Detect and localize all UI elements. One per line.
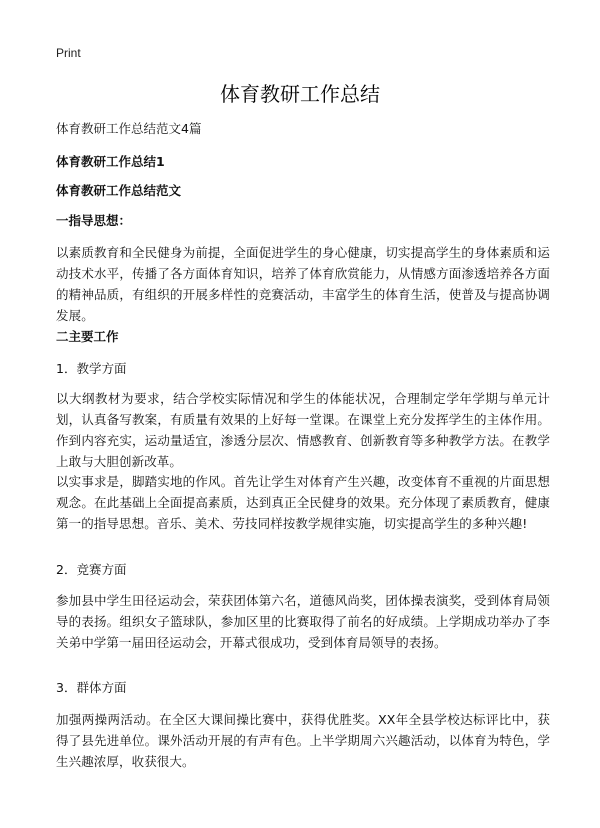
item-3-paragraph: 加强两操两活动。在全区大课间操比赛中，获得优胜奖。XX年全县学校达标评比中，获得了县先进单位。课外活动开展的有声有色。上半学期周六兴趣活动，以体育为特色，学生兴趣浓厚，收获很大。 [56, 712, 550, 769]
page-title: 体育教研工作总结 [220, 82, 380, 106]
item-1-paragraph-1: 以大纲教材为要求，结合学校实际情况和学生的体能状况，合理制定学年学期与单元计划，认真备写教案，有质量有效果的上好每一堂课。在课堂上充分发挥学生的主体作用。作到内容充实，运动量适宜，渗透分层次、情感教育、创新教育等多种教学方法。在教学上敢与大胆创新改革。 [56, 391, 550, 469]
section-1-body: 以素质教育和全民健身为前提，全面促进学生的身心健康，切实提高学生的身体素质和运动技术水平，传播了各方面体育知识，培养了体育欣赏能力，从情感方面渗透培养各方面的精神品质，有组织的开展多样性的竞赛活动，丰富学生的体育生活，使普及与提高协调发展。 [56, 245, 550, 323]
heading-1: 体育教研工作总结1 [56, 154, 165, 169]
item-1-title: 1．教学方面 [56, 361, 127, 376]
item-2-paragraph: 参加县中学生田径运动会，荣获团体第六名，道德风尚奖，团体操表演奖，受到体育局领导的表扬。组织女子篮球队，参加区里的比赛取得了前名的好成绩。上学期成功举办了李关弟中学第一届田径运动会，开幕式很成功，受到体育局领导的表扬。 [56, 593, 550, 650]
item-1-paragraph-2: 以实事求是，脚踏实地的作风。首先让学生对体育产生兴趣，改变体育不重视的片面思想观念。在此基础上全面提高素质，达到真正全民健身的效果。充分体现了素质教育，健康第一的指导思想。音乐、美术、劳技同样按教学规律实施，切实提高学生的多种兴趣! [56, 474, 550, 531]
section-2-title: 二主要工作 [56, 329, 119, 344]
print-link[interactable]: Print [56, 46, 81, 60]
heading-2: 体育教研工作总结范文 [56, 183, 182, 198]
item-3-title: 3．群体方面 [56, 680, 127, 695]
item-2-title: 2．竞赛方面 [56, 562, 127, 577]
subtitle: 体育教研工作总结范文4篇 [56, 121, 202, 136]
section-1-title: 一指导思想： [56, 213, 132, 228]
